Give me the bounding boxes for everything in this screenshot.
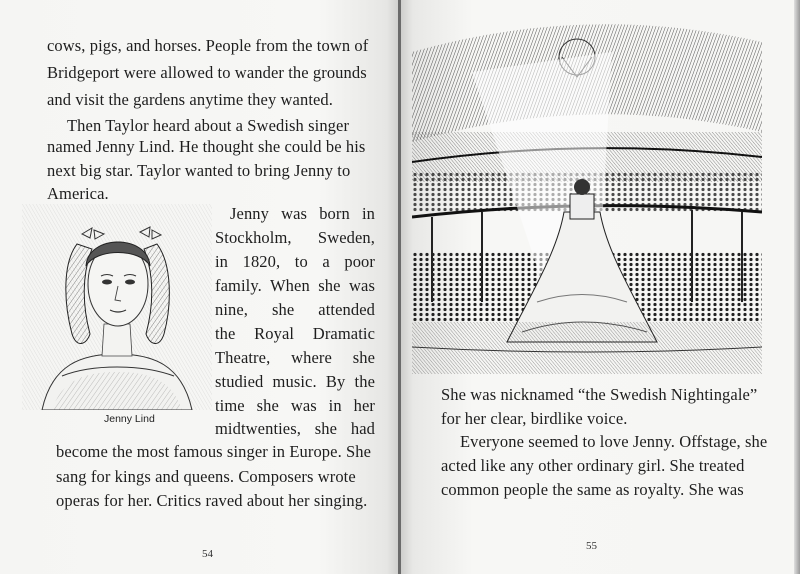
text-line: become the most famous singer in Europe. She (56, 442, 372, 461)
concert-hall-illustration (412, 12, 762, 374)
text-line: sang for kings and queens. Composers wrote (56, 467, 356, 486)
text-line: Stockholm, Sweden, (215, 228, 375, 247)
text-line: Bridgeport were allowed to wander the grounds (47, 63, 367, 82)
text-line: family. When she was (215, 276, 375, 295)
text-line: nine, she attended (215, 300, 375, 319)
text-line: Theatre, where she (215, 348, 375, 367)
text-line: America. (47, 184, 109, 203)
left-page (0, 0, 399, 574)
text-line: named Jenny Lind. He thought she could be his (47, 137, 366, 156)
right-page (401, 0, 800, 574)
text-line: operas for her. Critics raved about her singing. (56, 491, 368, 510)
text-line: Then Taylor heard about a Swedish singer (67, 116, 350, 135)
page-number: 54 (202, 548, 213, 560)
text-line: studied music. By the (215, 372, 375, 391)
text-line: in 1820, to a poor (215, 252, 375, 271)
text-line: Jenny was born in (230, 204, 375, 223)
text-line: for her clear, birdlike voice. (441, 409, 628, 428)
text-line: Everyone seemed to love Jenny. Offstage, she (460, 432, 768, 451)
jenny-lind-portrait (22, 204, 212, 410)
text-line: cows, pigs, and horses. People from the town of (47, 36, 369, 55)
text-line: midtwenties, she had (215, 419, 375, 438)
portrait-caption: Jenny Lind (104, 413, 155, 425)
page-number: 55 (586, 540, 597, 552)
text-line: and visit the gardens anytime they wanted. (47, 90, 333, 109)
text-line: acted like any other ordinary girl. She treated (441, 456, 745, 475)
text-line: time she was in her (215, 396, 375, 415)
text-line: common people the same as royalty. She was (441, 480, 744, 499)
page-edge (794, 0, 800, 574)
text-line: next big star. Taylor wanted to bring Jenny to (47, 161, 351, 180)
text-line: She was nicknamed “the Swedish Nightingale” (441, 385, 758, 404)
text-line: the Royal Dramatic (215, 324, 375, 343)
